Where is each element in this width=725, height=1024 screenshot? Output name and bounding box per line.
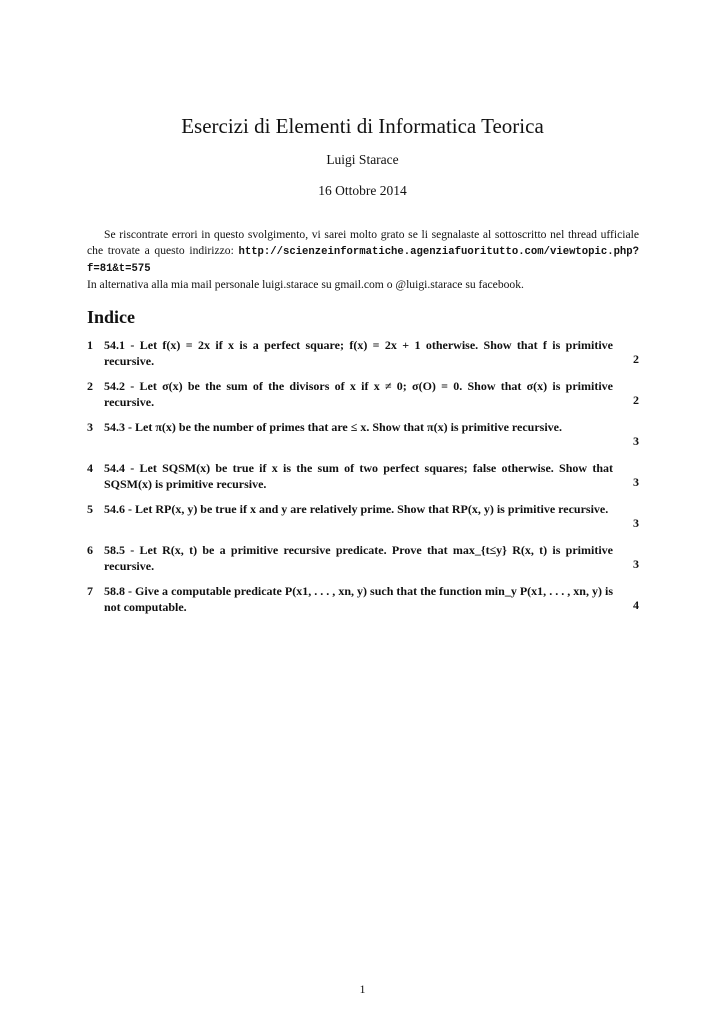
toc-entry[interactable]: [87, 501, 639, 531]
toc-entry-link[interactable]: 54.4 - Let SQSM(x) be true if x is the sum of two perfect squares; false otherwise. Show that SQSM(x) is primitive recursive.: [104, 461, 613, 491]
toc-entry-page[interactable]: 3: [633, 557, 639, 571]
toc-entry-number: 1: [87, 338, 93, 352]
table-of-contents: [87, 337, 639, 613]
toc-entry-page[interactable]: 4: [633, 598, 639, 612]
abstract-paragraph: [87, 227, 639, 277]
forum-url-link[interactable]: http://scienzeinformatiche.agenziafuoritutto.com/viewtopic.php?f=81&t=575: [87, 246, 639, 275]
toc-entry-link[interactable]: 58.8 - Give a computable predicate P(x1, . . . , xn, y) such that the function min_y P(x1, . . . , xn, y) is not computable.: [104, 584, 613, 614]
contact-paragraph: In alternativa alla mia mail personale luigi.starace su gmail.com o @luigi.starace su facebook.: [87, 278, 524, 291]
toc-entry-page[interactable]: 2: [633, 393, 639, 407]
toc-entry-page[interactable]: 3: [633, 516, 639, 530]
toc-entry[interactable]: [87, 378, 639, 408]
toc-entry[interactable]: [87, 460, 639, 490]
toc-entry-page[interactable]: 3: [633, 434, 639, 448]
abstract: [87, 227, 639, 293]
toc-entry-page[interactable]: 3: [633, 475, 639, 489]
toc-entry[interactable]: [87, 419, 639, 449]
toc-entry-link[interactable]: 58.5 - Let R(x, t) be a primitive recursive predicate. Prove that max_{t≤y} R(x, t) is primitive recursive.: [104, 543, 613, 573]
toc-entry-number: 3: [87, 420, 93, 434]
toc-entry-link[interactable]: 54.6 - Let RP(x, y) be true if x and y are relatively prime. Show that RP(x, y) is primitive recursive.: [104, 502, 609, 516]
toc-entry[interactable]: [87, 583, 639, 613]
toc-entry-link[interactable]: 54.2 - Let σ(x) be the sum of the divisors of x if x ≠ 0; σ(O) = 0. Show that σ(x) is primitive recursive.: [104, 379, 613, 409]
toc-entry-number: 6: [87, 543, 93, 557]
abstract-text: Se riscontrate errori in questo svolgimento, vi sarei molto grato se li segnalaste al sottoscritto nel thread ufficiale che trovate a questo indirizzo:: [87, 228, 639, 257]
toc-entry[interactable]: [87, 542, 639, 572]
toc-entry[interactable]: [87, 337, 639, 367]
toc-heading: Indice: [87, 307, 136, 327]
toc-entry-number: 2: [87, 379, 93, 393]
toc-entry-link[interactable]: 54.1 - Let f(x) = 2x if x is a perfect square; f(x) = 2x + 1 otherwise. Show that f is primitive recursive.: [104, 338, 613, 368]
toc-entry-number: 5: [87, 502, 93, 516]
toc-entry-number: 4: [87, 461, 93, 475]
page-number: 1: [359, 982, 366, 996]
toc-entry-link[interactable]: 54.3 - Let π(x) be the number of primes that are ≤ x. Show that π(x) is primitive recursive.: [104, 420, 563, 434]
document-date: 16 Ottobre 2014: [318, 183, 407, 198]
toc-entry-page[interactable]: 2: [633, 352, 639, 366]
author-name: Luigi Starace: [326, 152, 399, 167]
toc-entry-number: 7: [87, 584, 93, 598]
document-title: Esercizi di Elementi di Informatica Teorica: [181, 114, 544, 138]
